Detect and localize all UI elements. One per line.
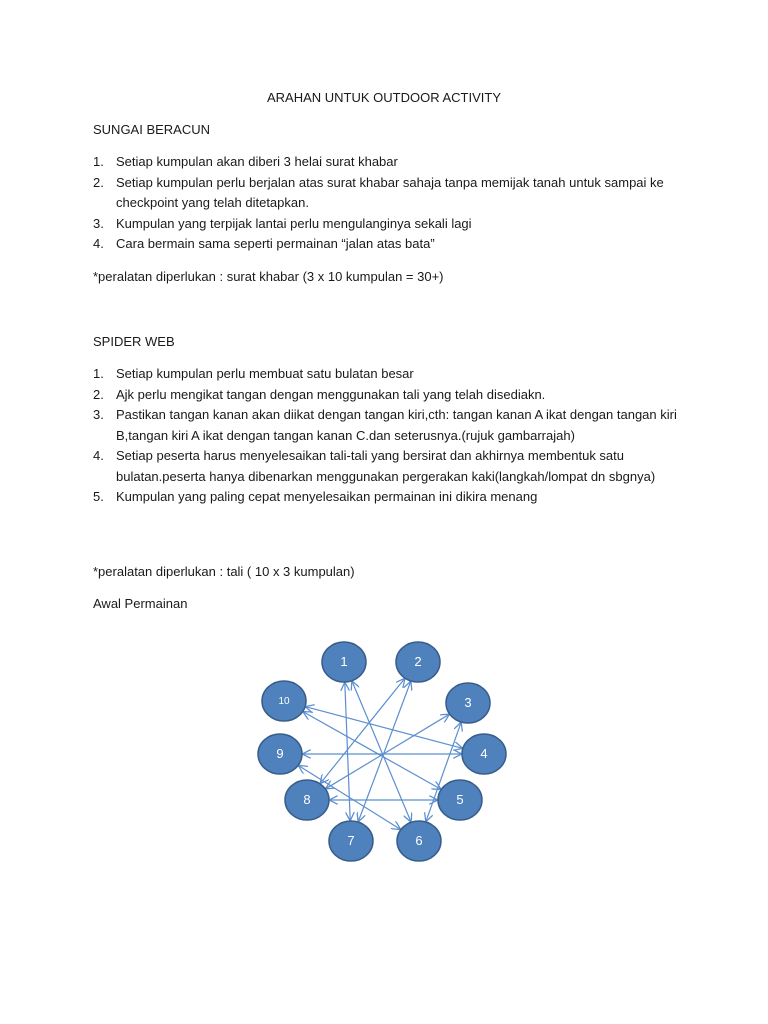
section-heading-sungai-beracun: SUNGAI BERACUN [93,122,211,137]
participant-node-7 [329,821,373,861]
participant-node-1 [322,642,366,682]
rope-arrow-4-10 [306,707,462,748]
list-text: Kumpulan yang terpijak lantai perlu mengulanginya sekali lagi [116,215,472,231]
rope-arrow-5-10 [304,712,441,789]
node-label: 6 [415,833,423,848]
list-text: Kumpulan yang paling cepat menyelesaikan permainan ini dikira menang [116,489,538,504]
node-label: 7 [347,833,355,848]
participant-node-3 [446,683,490,723]
list-number: 3. [93,407,104,422]
rope-arrow-3-8 [326,715,449,789]
page-title: ARAHAN UNTUK OUTDOOR ACTIVITY [266,90,502,105]
node-label: 2 [414,654,422,669]
list-number: 4. [93,448,104,463]
equipment-note-spider-web: *peralatan diperlukan : tali ( 10 x 3 kumpulan) [93,564,355,579]
list-text: Setiap kumpulan perlu membuat satu bulatan besar [116,366,414,381]
list-text: Pastikan tangan kanan akan diikat dengan tangan kiri,cth: tangan kanan A ikat dengan tangan kiri B,tangan kiri A ikat dengan tangan kanan C.dan seterusnya.(rujuk gambarrajah) [116,407,677,443]
node-label: 8 [303,792,311,807]
participant-node-8 [285,780,329,820]
list-number: 3. [93,215,104,231]
section-heading-spider-web: SPIDER WEB [93,334,175,349]
participant-node-5 [438,780,482,820]
list-text: Setiap kumpulan akan diberi 3 helai surat khabar [116,154,398,169]
diagram-caption: Awal Permainan [93,596,188,611]
list-text: Ajk perlu mengikat tangan dengan menggunakan tali yang telah disediakn. [116,386,546,402]
list-number: 1. [93,154,104,169]
node-label: 9 [276,746,284,761]
participant-node-4 [462,734,506,774]
list-number: 2. [93,386,104,402]
node-label: 5 [456,792,464,807]
participant-node-2 [396,642,440,682]
node-label: 1 [340,654,348,669]
list-number: 4. [93,236,104,251]
equipment-note-sungai-beracun: *peralatan diperlukan : surat khabar (3 x 10 kumpulan = 30+) [93,269,444,284]
list-number: 5. [93,489,104,504]
node-label: 3 [464,695,472,710]
participant-node-9 [258,734,302,774]
node-label: 10 [278,696,290,707]
participant-node-6 [397,821,441,861]
list-number: 2. [93,174,104,190]
list-text: Setiap peserta harus menyelesaikan tali-tali yang bersirat dan akhirnya membentuk satu bulatan.peserta hanya dibenarkan menggunakan pergerakan kaki(langkah/lompat dn sbgnya) [116,448,656,484]
participant-node-10 [262,681,306,721]
node-label: 4 [480,746,488,761]
list-number: 1. [93,366,104,381]
list-text: Cara bermain sama seperti permainan “jalan atas bata” [116,236,435,251]
list-text: Setiap kumpulan perlu berjalan atas surat khabar sahaja tanpa memijak tanah untuk sampai ke checkpoint yang telah ditetapkan. [116,174,664,210]
